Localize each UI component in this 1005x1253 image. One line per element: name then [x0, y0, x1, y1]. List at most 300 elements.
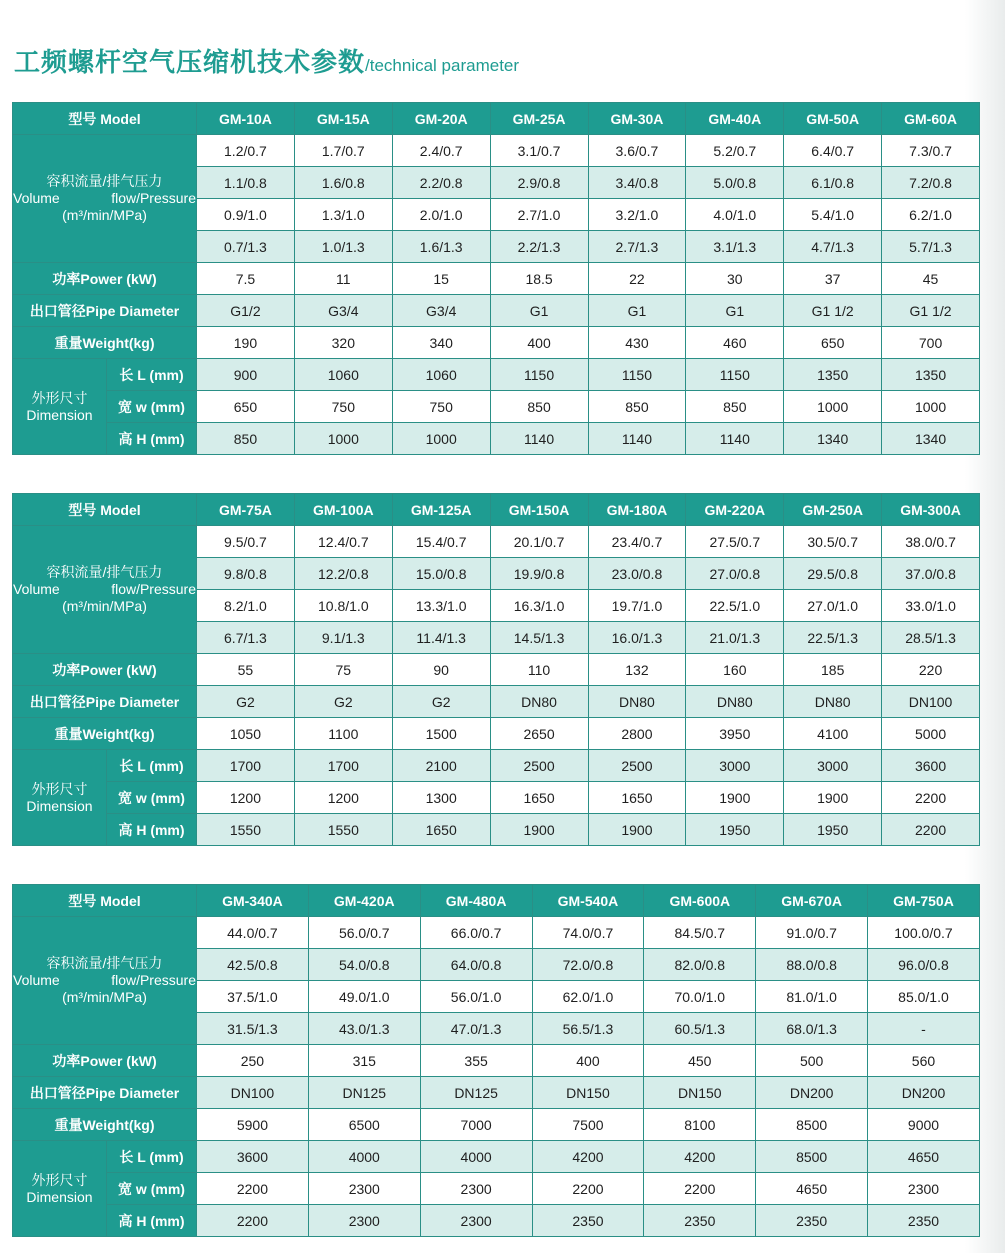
- flow-cell: 82.0/0.8: [644, 949, 756, 981]
- flow-cell: 15.4/0.7: [392, 526, 490, 558]
- flow-cell: 20.1/0.7: [490, 526, 588, 558]
- pipe-cell: G1 1/2: [784, 295, 882, 327]
- flow-cell: 5.0/0.8: [686, 167, 784, 199]
- length-cell: 4000: [308, 1141, 420, 1173]
- model-cell: GM-250A: [784, 494, 882, 526]
- flow-label-en-b: flow/Pressure: [111, 190, 196, 206]
- power-cell: 45: [882, 263, 980, 295]
- flow-cell: 96.0/0.8: [868, 949, 980, 981]
- pipe-cell: G1: [490, 295, 588, 327]
- pipe-row: [13, 295, 980, 327]
- width-cell: 2200: [532, 1173, 644, 1205]
- flow-cell: 2.4/0.7: [392, 135, 490, 167]
- pipe-cell: DN125: [308, 1077, 420, 1109]
- length-cell: 3600: [197, 1141, 309, 1173]
- flow-cell: 5.7/1.3: [882, 231, 980, 263]
- model-cell: GM-750A: [868, 885, 980, 917]
- flow-cell: 81.0/1.0: [756, 981, 868, 1013]
- width-label: 宽 w (mm): [107, 391, 197, 423]
- width-cell: 2300: [308, 1173, 420, 1205]
- flow-cell: 64.0/0.8: [420, 949, 532, 981]
- flow-cell: 15.0/0.8: [392, 558, 490, 590]
- flow-label-unit: (m³/min/MPa): [62, 989, 147, 1005]
- flow-cell: 37.5/1.0: [197, 981, 309, 1013]
- pipe-cell: G3/4: [294, 295, 392, 327]
- flow-cell: 6.2/1.0: [882, 199, 980, 231]
- length-cell: 4000: [420, 1141, 532, 1173]
- flow-cell: 12.2/0.8: [294, 558, 392, 590]
- power-cell: 355: [420, 1045, 532, 1077]
- pipe-label: 出口管径Pipe Diameter: [13, 686, 197, 718]
- height-cell: 850: [197, 423, 295, 455]
- flow-cell: 22.5/1.0: [686, 590, 784, 622]
- pipe-label: 出口管径Pipe Diameter: [13, 1077, 197, 1109]
- pipe-cell: DN100: [197, 1077, 309, 1109]
- height-cell: 1140: [490, 423, 588, 455]
- flow-cell: 12.4/0.7: [294, 526, 392, 558]
- flow-cell: 2.7/1.3: [588, 231, 686, 263]
- height-cell: 2350: [868, 1205, 980, 1237]
- height-cell: 1000: [294, 423, 392, 455]
- flow-label-en-a: Volume: [13, 972, 60, 988]
- width-cell: 1650: [588, 782, 686, 814]
- weight-cell: 400: [490, 327, 588, 359]
- length-cell: 4200: [644, 1141, 756, 1173]
- length-cell: 1150: [490, 359, 588, 391]
- length-row: [13, 1141, 980, 1173]
- model-cell: GM-540A: [532, 885, 644, 917]
- weight-cell: 3950: [686, 718, 784, 750]
- width-row: [13, 782, 980, 814]
- length-cell: 1060: [392, 359, 490, 391]
- pipe-row: [13, 686, 980, 718]
- length-cell: 4650: [868, 1141, 980, 1173]
- model-cell: GM-480A: [420, 885, 532, 917]
- dimension-label: [13, 750, 107, 846]
- pipe-cell: G2: [392, 686, 490, 718]
- dimension-label: [13, 1141, 107, 1237]
- height-cell: 1340: [882, 423, 980, 455]
- weight-row: [13, 327, 980, 359]
- page-title-en: /technical parameter: [365, 56, 520, 75]
- length-cell: 1700: [294, 750, 392, 782]
- width-cell: 2200: [882, 782, 980, 814]
- power-cell: 7.5: [197, 263, 295, 295]
- flow-cell: 0.7/1.3: [197, 231, 295, 263]
- flow-cell: 27.0/0.8: [686, 558, 784, 590]
- power-label: 功率Power (kW): [13, 654, 197, 686]
- length-cell: 2500: [588, 750, 686, 782]
- length-row: [13, 750, 980, 782]
- model-cell: GM-10A: [197, 103, 295, 135]
- dimension-label-cn: 外形尺寸: [31, 1171, 88, 1188]
- flow-cell: 5.4/1.0: [784, 199, 882, 231]
- flow-cell: 70.0/1.0: [644, 981, 756, 1013]
- model-cell: GM-60A: [882, 103, 980, 135]
- weight-cell: 2800: [588, 718, 686, 750]
- model-cell: GM-20A: [392, 103, 490, 135]
- flow-cell: 37.0/0.8: [882, 558, 980, 590]
- weight-cell: 7500: [532, 1109, 644, 1141]
- power-cell: 250: [197, 1045, 309, 1077]
- model-cell: GM-15A: [294, 103, 392, 135]
- pipe-cell: DN80: [686, 686, 784, 718]
- height-cell: 2350: [756, 1205, 868, 1237]
- power-cell: 220: [882, 654, 980, 686]
- model-cell: GM-125A: [392, 494, 490, 526]
- weight-cell: 1050: [197, 718, 295, 750]
- pipe-cell: DN80: [588, 686, 686, 718]
- weight-cell: 2650: [490, 718, 588, 750]
- flow-cell: 22.5/1.3: [784, 622, 882, 654]
- length-cell: 1150: [686, 359, 784, 391]
- flow-cell: 11.4/1.3: [392, 622, 490, 654]
- length-cell: 1350: [882, 359, 980, 391]
- flow-row: [13, 917, 980, 949]
- height-cell: 2300: [420, 1205, 532, 1237]
- width-cell: 1000: [882, 391, 980, 423]
- flow-cell: 6.7/1.3: [197, 622, 295, 654]
- weight-cell: 650: [784, 327, 882, 359]
- flow-row: [13, 526, 980, 558]
- power-cell: 30: [686, 263, 784, 295]
- flow-label-cn: 容积流量/排气压力: [46, 564, 163, 580]
- flow-cell: 5.2/0.7: [686, 135, 784, 167]
- dimension-label-en: Dimension: [26, 406, 93, 423]
- flow-label-cn: 容积流量/排气压力: [46, 173, 163, 189]
- dimension-label-cn: 外形尺寸: [31, 780, 88, 797]
- power-cell: 450: [644, 1045, 756, 1077]
- page-title-cn: 工频螺杆空气压缩机技术参数: [14, 47, 366, 77]
- flow-cell: 88.0/0.8: [756, 949, 868, 981]
- power-cell: 90: [392, 654, 490, 686]
- width-cell: 1200: [197, 782, 295, 814]
- weight-cell: 8100: [644, 1109, 756, 1141]
- length-label: 长 L (mm): [107, 750, 197, 782]
- model-cell: GM-340A: [197, 885, 309, 917]
- pipe-cell: DN150: [532, 1077, 644, 1109]
- weight-cell: 700: [882, 327, 980, 359]
- flow-cell: 2.9/0.8: [490, 167, 588, 199]
- pipe-cell: G3/4: [392, 295, 490, 327]
- height-cell: 1950: [686, 814, 784, 846]
- flow-cell: 2.2/1.3: [490, 231, 588, 263]
- width-cell: 750: [392, 391, 490, 423]
- flow-cell: 56.5/1.3: [532, 1013, 644, 1045]
- flow-cell: 10.8/1.0: [294, 590, 392, 622]
- model-row: [13, 885, 980, 917]
- pipe-cell: G1 1/2: [882, 295, 980, 327]
- flow-label: [13, 526, 197, 654]
- flow-cell: 9.5/0.7: [197, 526, 295, 558]
- length-cell: 1150: [588, 359, 686, 391]
- power-cell: 11: [294, 263, 392, 295]
- width-cell: 2300: [420, 1173, 532, 1205]
- power-cell: 315: [308, 1045, 420, 1077]
- dimension-label-cn: 外形尺寸: [31, 389, 88, 406]
- flow-cell: 60.5/1.3: [644, 1013, 756, 1045]
- model-cell: GM-180A: [588, 494, 686, 526]
- flow-label-en-b: flow/Pressure: [111, 581, 196, 597]
- pipe-cell: DN200: [756, 1077, 868, 1109]
- flow-cell: 3.1/1.3: [686, 231, 784, 263]
- pipe-cell: DN80: [784, 686, 882, 718]
- power-row: [13, 654, 980, 686]
- flow-cell: 42.5/0.8: [197, 949, 309, 981]
- flow-cell: 9.1/1.3: [294, 622, 392, 654]
- flow-label-cn: 容积流量/排气压力: [46, 955, 163, 971]
- flow-cell: 21.0/1.3: [686, 622, 784, 654]
- pipe-cell: DN125: [420, 1077, 532, 1109]
- pipe-cell: DN200: [868, 1077, 980, 1109]
- weight-cell: 9000: [868, 1109, 980, 1141]
- flow-label-en-a: Volume: [13, 190, 60, 206]
- weight-cell: 8500: [756, 1109, 868, 1141]
- height-cell: 2200: [197, 1205, 309, 1237]
- flow-cell: 19.9/0.8: [490, 558, 588, 590]
- height-cell: 1000: [392, 423, 490, 455]
- width-cell: 2200: [644, 1173, 756, 1205]
- flow-cell: 8.2/1.0: [197, 590, 295, 622]
- dimension-label-en: Dimension: [26, 797, 93, 814]
- height-cell: 1650: [392, 814, 490, 846]
- flow-cell: 62.0/1.0: [532, 981, 644, 1013]
- height-row: [13, 423, 980, 455]
- width-label: 宽 w (mm): [107, 782, 197, 814]
- flow-label-en-a: Volume: [13, 581, 60, 597]
- flow-cell: 54.0/0.8: [308, 949, 420, 981]
- width-row: [13, 391, 980, 423]
- model-row: [13, 103, 980, 135]
- flow-cell: 3.1/0.7: [490, 135, 588, 167]
- flow-label-unit: (m³/min/MPa): [62, 207, 147, 223]
- width-cell: 850: [588, 391, 686, 423]
- power-cell: 75: [294, 654, 392, 686]
- pipe-cell: DN100: [882, 686, 980, 718]
- model-row: [13, 494, 980, 526]
- flow-cell: 84.5/0.7: [644, 917, 756, 949]
- flow-cell: 23.4/0.7: [588, 526, 686, 558]
- height-cell: 2200: [882, 814, 980, 846]
- flow-cell: 1.3/1.0: [294, 199, 392, 231]
- width-cell: 850: [490, 391, 588, 423]
- flow-cell: 30.5/0.7: [784, 526, 882, 558]
- length-cell: 3600: [882, 750, 980, 782]
- height-cell: 1550: [294, 814, 392, 846]
- weight-cell: 430: [588, 327, 686, 359]
- flow-label-en-b: flow/Pressure: [111, 972, 196, 988]
- flow-cell: 2.7/1.0: [490, 199, 588, 231]
- length-cell: 2500: [490, 750, 588, 782]
- flow-row: [13, 135, 980, 167]
- flow-cell: 68.0/1.3: [756, 1013, 868, 1045]
- flow-cell: 2.0/1.0: [392, 199, 490, 231]
- power-cell: 22: [588, 263, 686, 295]
- model-cell: GM-220A: [686, 494, 784, 526]
- flow-cell: 74.0/0.7: [532, 917, 644, 949]
- flow-cell: 100.0/0.7: [868, 917, 980, 949]
- flow-cell: 4.0/1.0: [686, 199, 784, 231]
- page-title: [14, 44, 519, 80]
- height-cell: 2350: [532, 1205, 644, 1237]
- weight-cell: 5900: [197, 1109, 309, 1141]
- width-cell: 2300: [868, 1173, 980, 1205]
- width-cell: 1650: [490, 782, 588, 814]
- flow-cell: 56.0/0.7: [308, 917, 420, 949]
- flow-cell: 23.0/0.8: [588, 558, 686, 590]
- power-cell: 110: [490, 654, 588, 686]
- length-cell: 1350: [784, 359, 882, 391]
- flow-cell: 1.6/0.8: [294, 167, 392, 199]
- flow-cell: 19.7/1.0: [588, 590, 686, 622]
- width-cell: 650: [197, 391, 295, 423]
- model-cell: GM-670A: [756, 885, 868, 917]
- length-label: 长 L (mm): [107, 359, 197, 391]
- length-row: [13, 359, 980, 391]
- flow-cell: 3.6/0.7: [588, 135, 686, 167]
- flow-cell: 1.2/0.7: [197, 135, 295, 167]
- dimension-label: [13, 359, 107, 455]
- spec-table-3: [12, 884, 980, 1237]
- model-cell: GM-40A: [686, 103, 784, 135]
- length-cell: 900: [197, 359, 295, 391]
- pipe-cell: G1/2: [197, 295, 295, 327]
- pipe-cell: G1: [686, 295, 784, 327]
- power-cell: 560: [868, 1045, 980, 1077]
- length-cell: 1700: [197, 750, 295, 782]
- pipe-label: 出口管径Pipe Diameter: [13, 295, 197, 327]
- height-label: 高 H (mm): [107, 814, 197, 846]
- flow-cell: 7.3/0.7: [882, 135, 980, 167]
- length-cell: 4200: [532, 1141, 644, 1173]
- weight-label: 重量Weight(kg): [13, 718, 197, 750]
- flow-label-unit: (m³/min/MPa): [62, 598, 147, 614]
- height-label: 高 H (mm): [107, 1205, 197, 1237]
- flow-cell: 9.8/0.8: [197, 558, 295, 590]
- power-cell: 160: [686, 654, 784, 686]
- weight-label: 重量Weight(kg): [13, 1109, 197, 1141]
- width-cell: 750: [294, 391, 392, 423]
- pipe-cell: DN150: [644, 1077, 756, 1109]
- flow-cell: 47.0/1.3: [420, 1013, 532, 1045]
- power-cell: 18.5: [490, 263, 588, 295]
- length-label: 长 L (mm): [107, 1141, 197, 1173]
- length-cell: 3000: [686, 750, 784, 782]
- power-cell: 185: [784, 654, 882, 686]
- model-label: 型号 Model: [13, 885, 197, 917]
- length-cell: 2100: [392, 750, 490, 782]
- flow-cell: 28.5/1.3: [882, 622, 980, 654]
- width-cell: 1900: [686, 782, 784, 814]
- spec-table-2: [12, 493, 980, 846]
- height-cell: 1900: [490, 814, 588, 846]
- width-cell: 1200: [294, 782, 392, 814]
- flow-cell: 6.4/0.7: [784, 135, 882, 167]
- weight-cell: 4100: [784, 718, 882, 750]
- pipe-cell: DN80: [490, 686, 588, 718]
- model-cell: GM-30A: [588, 103, 686, 135]
- flow-cell: 0.9/1.0: [197, 199, 295, 231]
- height-row: [13, 1205, 980, 1237]
- flow-cell: 2.2/0.8: [392, 167, 490, 199]
- flow-label: [13, 135, 197, 263]
- model-label: 型号 Model: [13, 103, 197, 135]
- width-cell: 1300: [392, 782, 490, 814]
- height-cell: 2300: [308, 1205, 420, 1237]
- pipe-row: [13, 1077, 980, 1109]
- weight-cell: 320: [294, 327, 392, 359]
- model-cell: GM-25A: [490, 103, 588, 135]
- height-cell: 1340: [784, 423, 882, 455]
- flow-cell: 27.0/1.0: [784, 590, 882, 622]
- flow-cell: 1.1/0.8: [197, 167, 295, 199]
- flow-cell: 44.0/0.7: [197, 917, 309, 949]
- power-row: [13, 263, 980, 295]
- power-label: 功率Power (kW): [13, 263, 197, 295]
- model-cell: GM-420A: [308, 885, 420, 917]
- flow-cell: 14.5/1.3: [490, 622, 588, 654]
- model-cell: GM-100A: [294, 494, 392, 526]
- weight-label: 重量Weight(kg): [13, 327, 197, 359]
- model-cell: GM-600A: [644, 885, 756, 917]
- flow-label: [13, 917, 197, 1045]
- width-row: [13, 1173, 980, 1205]
- height-cell: 1550: [197, 814, 295, 846]
- power-label: 功率Power (kW): [13, 1045, 197, 1077]
- power-row: [13, 1045, 980, 1077]
- height-cell: 1140: [686, 423, 784, 455]
- power-cell: 15: [392, 263, 490, 295]
- width-label: 宽 w (mm): [107, 1173, 197, 1205]
- width-cell: 2200: [197, 1173, 309, 1205]
- model-cell: GM-50A: [784, 103, 882, 135]
- width-cell: 4650: [756, 1173, 868, 1205]
- flow-cell: 4.7/1.3: [784, 231, 882, 263]
- height-row: [13, 814, 980, 846]
- flow-cell: 3.4/0.8: [588, 167, 686, 199]
- pipe-cell: G1: [588, 295, 686, 327]
- pipe-cell: G2: [197, 686, 295, 718]
- model-cell: GM-75A: [197, 494, 295, 526]
- flow-cell: 13.3/1.0: [392, 590, 490, 622]
- flow-cell: -: [868, 1013, 980, 1045]
- weight-cell: 1100: [294, 718, 392, 750]
- weight-cell: 340: [392, 327, 490, 359]
- weight-cell: 7000: [420, 1109, 532, 1141]
- flow-cell: 56.0/1.0: [420, 981, 532, 1013]
- flow-cell: 16.0/1.3: [588, 622, 686, 654]
- power-cell: 500: [756, 1045, 868, 1077]
- model-cell: GM-300A: [882, 494, 980, 526]
- power-cell: 400: [532, 1045, 644, 1077]
- flow-cell: 7.2/0.8: [882, 167, 980, 199]
- flow-cell: 85.0/1.0: [868, 981, 980, 1013]
- length-cell: 8500: [756, 1141, 868, 1173]
- height-cell: 2350: [644, 1205, 756, 1237]
- flow-cell: 3.2/1.0: [588, 199, 686, 231]
- weight-cell: 190: [197, 327, 295, 359]
- flow-cell: 31.5/1.3: [197, 1013, 309, 1045]
- flow-cell: 6.1/0.8: [784, 167, 882, 199]
- flow-cell: 29.5/0.8: [784, 558, 882, 590]
- spec-table-1: [12, 102, 980, 455]
- dimension-label-en: Dimension: [26, 1188, 93, 1205]
- flow-cell: 38.0/0.7: [882, 526, 980, 558]
- flow-cell: 16.3/1.0: [490, 590, 588, 622]
- flow-cell: 66.0/0.7: [420, 917, 532, 949]
- height-label: 高 H (mm): [107, 423, 197, 455]
- model-label: 型号 Model: [13, 494, 197, 526]
